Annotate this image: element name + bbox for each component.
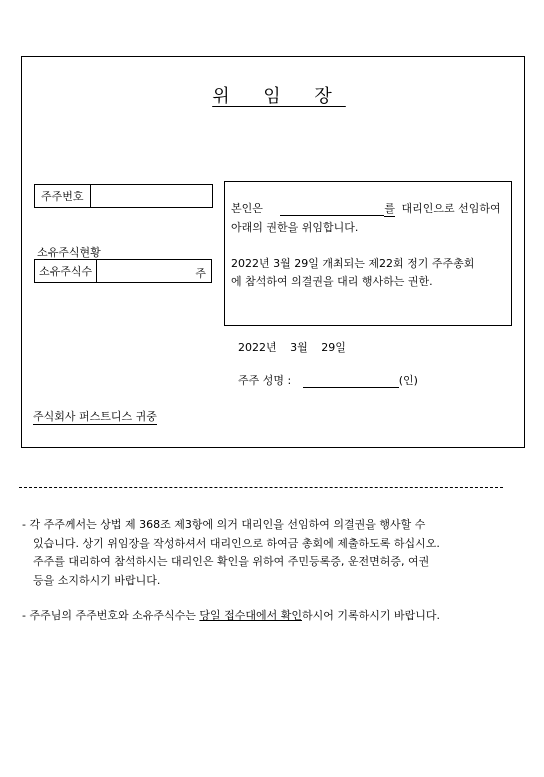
grant-statement-box <box>224 181 512 326</box>
addressee-text: 주식회사 퍼스트디스 귀중 <box>33 410 157 423</box>
grant-particle: 를 <box>384 202 396 215</box>
date-year: 2022년 <box>238 341 277 354</box>
shares-field[interactable] <box>34 259 212 283</box>
instruction-line: 있습니다. 상기 위임장을 작성하셔서 대리인으로 하여금 총회에 제출하도록 하십시오. <box>33 536 440 550</box>
date-month: 3월 <box>290 341 308 354</box>
signer-label: 주주 성명 : <box>238 374 292 387</box>
shares-status-heading: 소유주식현황 <box>37 246 101 259</box>
cut-line <box>19 487 503 488</box>
instruction-2-emphasis: 당일 접수대에서 확인 <box>199 609 302 622</box>
addressee <box>33 408 157 425</box>
instruction-line: 등을 소지하시기 바랍니다. <box>33 573 161 587</box>
shares-unit: 주 <box>195 267 206 280</box>
shares-label: 소유주식수 <box>35 260 97 282</box>
instruction-line: 주주를 대리하여 참석하시는 대리인은 확인을 위하여 주민등록증, 운전면허증, 여권 <box>33 555 430 568</box>
seal-mark: (인) <box>398 374 418 387</box>
grant-suffix: 대리인으로 선임하여 <box>401 202 501 215</box>
proxy-name-blank[interactable] <box>280 202 384 216</box>
grant-line-2: 아래의 권한을 위임합니다. <box>231 221 359 234</box>
holder-number-field[interactable] <box>34 184 213 208</box>
instructions-item-2 <box>22 607 440 626</box>
instructions-item-1 <box>22 516 522 590</box>
meeting-line-1: 2022년 3월 29일 개최되는 제22회 정기 주주총회 <box>231 257 475 270</box>
date-day: 29일 <box>321 341 346 354</box>
holder-number-label: 주주번호 <box>35 185 91 207</box>
signing-date <box>238 339 346 355</box>
signer-line <box>238 372 418 388</box>
signer-name-blank[interactable] <box>303 374 399 388</box>
instruction-2-prefix: - 주주님의 주주번호와 소유주식수는 <box>22 609 200 622</box>
grant-prefix: 본인은 <box>231 202 263 215</box>
document-title: 위 임 장 <box>212 86 346 107</box>
instruction-2-suffix: 하시어 기록하시기 바랍니다. <box>302 609 441 622</box>
meeting-line-2: 에 참석하여 의결권을 대리 행사하는 권한. <box>231 275 433 288</box>
instruction-line: - 각 주주께서는 상법 제 368조 제3항에 의거 대리인을 선임하여 의결권을 행사할 수 <box>22 518 426 531</box>
